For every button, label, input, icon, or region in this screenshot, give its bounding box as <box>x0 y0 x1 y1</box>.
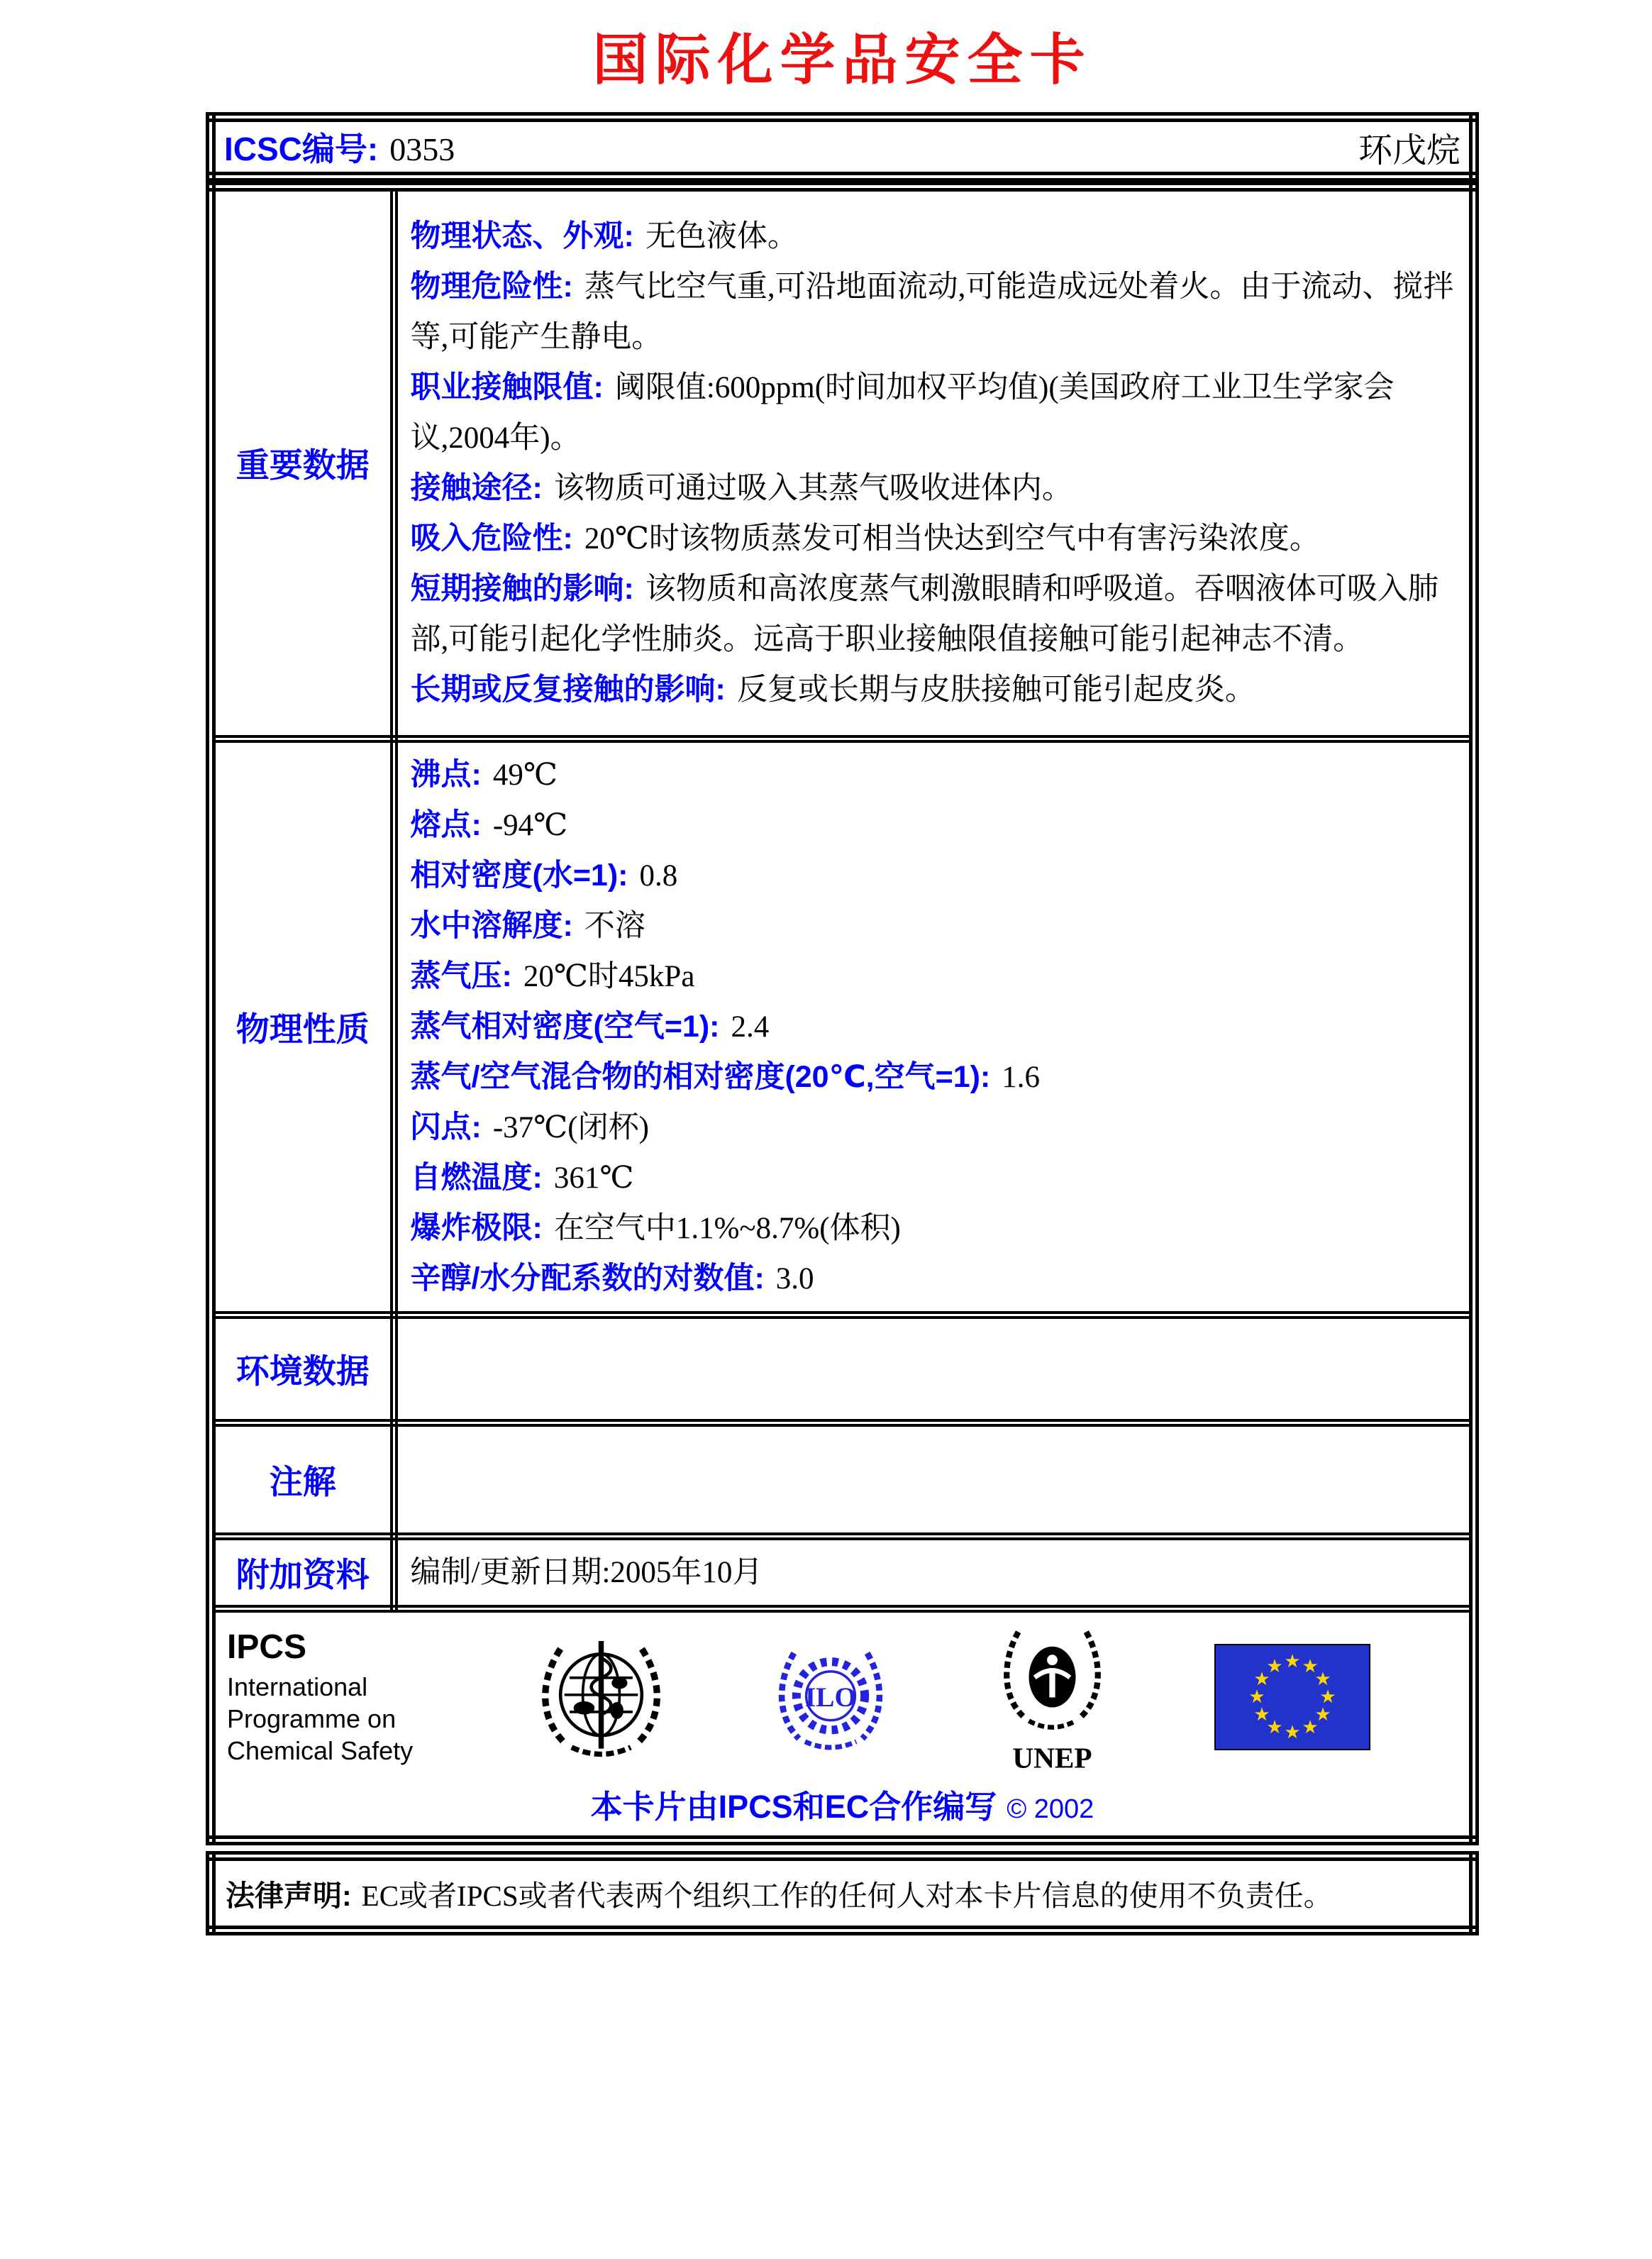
header-row <box>211 117 1474 177</box>
property-label: 辛醇/水分配系数的对数值: <box>410 1261 765 1296</box>
property-value: 无色液体。 <box>645 219 798 253</box>
property-value: 反复或长期与皮肤接触可能引起皮炎。 <box>736 673 1255 707</box>
property-label: 接触途径: <box>410 470 543 505</box>
svg-text:★: ★ <box>1248 1686 1265 1707</box>
property-label: 长期或反复接触的影响: <box>410 672 726 707</box>
property-label: 闪点: <box>410 1110 482 1144</box>
svg-text:★: ★ <box>1319 1686 1336 1707</box>
table-row <box>211 739 1474 1315</box>
table-row <box>211 1856 1474 1931</box>
section-label-notes: 注解 <box>211 1423 394 1536</box>
svg-text:★: ★ <box>1253 1669 1270 1689</box>
svg-text:★: ★ <box>1253 1704 1270 1725</box>
ipcs-line: Programme on <box>227 1704 397 1733</box>
svg-text:★: ★ <box>1314 1669 1331 1689</box>
property-label: 短期接触的影响: <box>410 571 634 606</box>
property-line <box>411 901 1457 951</box>
svg-text:★: ★ <box>1302 1717 1319 1738</box>
property-value: 在空气中1.1%~8.7%(体积) <box>553 1211 901 1245</box>
property-value: 3.0 <box>775 1261 814 1296</box>
section-label-environmental-data: 环境数据 <box>211 1315 394 1423</box>
property-line <box>411 1547 1457 1598</box>
property-line <box>411 1052 1457 1103</box>
property-value: 361℃ <box>553 1161 634 1195</box>
copyright-text: © 2002 <box>1007 1794 1094 1824</box>
property-line <box>411 262 1457 363</box>
property-label: 蒸气相对密度(空气=1): <box>410 1009 720 1044</box>
property-label: 职业接触限值: <box>410 370 604 404</box>
section-content-notes <box>394 1423 1474 1536</box>
table-row <box>211 1536 1474 1608</box>
property-line <box>411 514 1457 564</box>
section-label-additional-information: 附加资料 <box>211 1536 394 1608</box>
ipcs-line: International <box>227 1672 368 1701</box>
property-label: 蒸气压: <box>410 959 512 993</box>
legal-notice-label: 法律声明: <box>226 1879 352 1912</box>
property-label: 沸点: <box>410 757 482 792</box>
property-value: 不溶 <box>584 909 645 943</box>
property-value: 该物质和高浓度蒸气刺激眼睛和呼吸道。吞咽液体可吸入肺部,可能引起化学性肺炎。远高于职业接触限值接触可能引起神志不清。 <box>410 572 1438 656</box>
property-value: 49℃ <box>492 758 558 792</box>
svg-text:★: ★ <box>1266 1656 1283 1677</box>
property-label: 物理危险性: <box>410 269 573 304</box>
data-table <box>206 182 1479 1845</box>
svg-text:★: ★ <box>1266 1717 1283 1738</box>
property-line <box>411 951 1457 1002</box>
icsc-card <box>206 0 1479 1935</box>
property-value: 20℃时45kPa <box>523 959 695 993</box>
page-title: 国际化学品安全卡 <box>592 29 1092 91</box>
table-row <box>211 1423 1474 1536</box>
legal-notice-text: EC或者IPCS或者代表两个组织工作的任何人对本卡片信息的使用不负责任。 <box>361 1879 1333 1912</box>
svg-text:★: ★ <box>1302 1656 1319 1677</box>
table-row <box>211 1315 1474 1423</box>
ipcs-acronym: IPCS <box>227 1628 307 1666</box>
ilo-logo-text: ILO <box>804 1681 856 1713</box>
svg-text:★: ★ <box>1284 1722 1301 1742</box>
property-value: 编制/更新日期:2005年10月 <box>410 1555 763 1589</box>
property-label: 吸入危险性: <box>410 521 573 556</box>
section-content-important-data <box>394 187 1474 739</box>
legal-table <box>206 1851 1479 1935</box>
logo-strip <box>216 1613 1469 1774</box>
table-row <box>211 187 1474 739</box>
property-label: 自燃温度: <box>410 1160 543 1195</box>
section-content-additional-information <box>394 1536 1474 1608</box>
svg-text:★: ★ <box>1284 1651 1301 1672</box>
property-label: 相对密度(水=1): <box>410 858 628 893</box>
icsc-number-group <box>224 123 455 170</box>
section-label-important-data: 重要数据 <box>211 187 394 739</box>
property-value: -94℃ <box>492 808 568 842</box>
property-value: 0.8 <box>639 858 678 893</box>
svg-text:★: ★ <box>1314 1704 1331 1725</box>
property-value: 20℃时该物质蒸发可相当快达到空气中有害污染浓度。 <box>584 521 1320 556</box>
property-line <box>411 564 1457 665</box>
property-label: 物理状态、外观: <box>410 219 634 253</box>
property-label: 爆炸极限: <box>410 1210 543 1245</box>
ilo-logo-icon <box>770 1636 892 1758</box>
property-label: 蒸气/空气混合物的相对密度(20℃,空气=1): <box>410 1059 991 1094</box>
property-line <box>411 211 1457 262</box>
legal-notice-cell <box>211 1856 1474 1931</box>
section-label-physical-properties: 物理性质 <box>211 739 394 1315</box>
property-line <box>411 1103 1457 1153</box>
property-value: 蒸气比空气重,可沿地面流动,可能造成远处着火。由于流动、搅拌等,可能产生静电。 <box>410 270 1454 354</box>
credit-line <box>216 1781 1469 1827</box>
property-line <box>411 463 1457 514</box>
header-table <box>206 112 1479 182</box>
chemical-name: 环戊烷 <box>1358 131 1460 170</box>
unep-logo-text: UNEP <box>1012 1741 1092 1774</box>
property-label: 熔点: <box>410 807 482 842</box>
property-line <box>411 665 1457 715</box>
property-line <box>411 1002 1457 1052</box>
property-value: 该物质可通过吸入其蒸气吸收进体内。 <box>553 471 1072 505</box>
eu-flag-icon <box>1214 1643 1371 1751</box>
header-cell <box>211 117 1474 177</box>
property-line <box>411 800 1457 851</box>
property-line <box>411 750 1457 800</box>
property-line <box>411 1203 1457 1254</box>
table-row <box>211 1608 1474 1840</box>
ipcs-line: Chemical Safety <box>227 1736 414 1765</box>
icsc-number-label: ICSC编号: <box>224 131 379 167</box>
property-value: -37℃(闭杯) <box>492 1110 649 1144</box>
property-value: 阈限值:600ppm(时间加权平均值)(美国政府工业卫生学家会议,2004年)。 <box>410 370 1395 455</box>
property-line <box>411 363 1457 463</box>
icsc-number-value: 0353 <box>389 131 455 167</box>
who-logo-icon <box>536 1632 667 1763</box>
credit-text: 本卡片由IPCS和EC合作编写 <box>590 1788 997 1825</box>
section-content-environmental-data <box>394 1315 1474 1423</box>
property-value: 2.4 <box>731 1010 770 1044</box>
unep-logo-icon <box>994 1621 1111 1774</box>
ipcs-text-block <box>227 1628 433 1767</box>
property-line <box>411 851 1457 901</box>
header-flex <box>224 123 1460 172</box>
property-value: 1.6 <box>1002 1060 1041 1094</box>
footer-cell <box>211 1608 1474 1840</box>
section-content-physical-properties <box>394 739 1474 1315</box>
property-line <box>411 1153 1457 1203</box>
property-label: 水中溶解度: <box>410 908 573 943</box>
property-line <box>411 1254 1457 1304</box>
